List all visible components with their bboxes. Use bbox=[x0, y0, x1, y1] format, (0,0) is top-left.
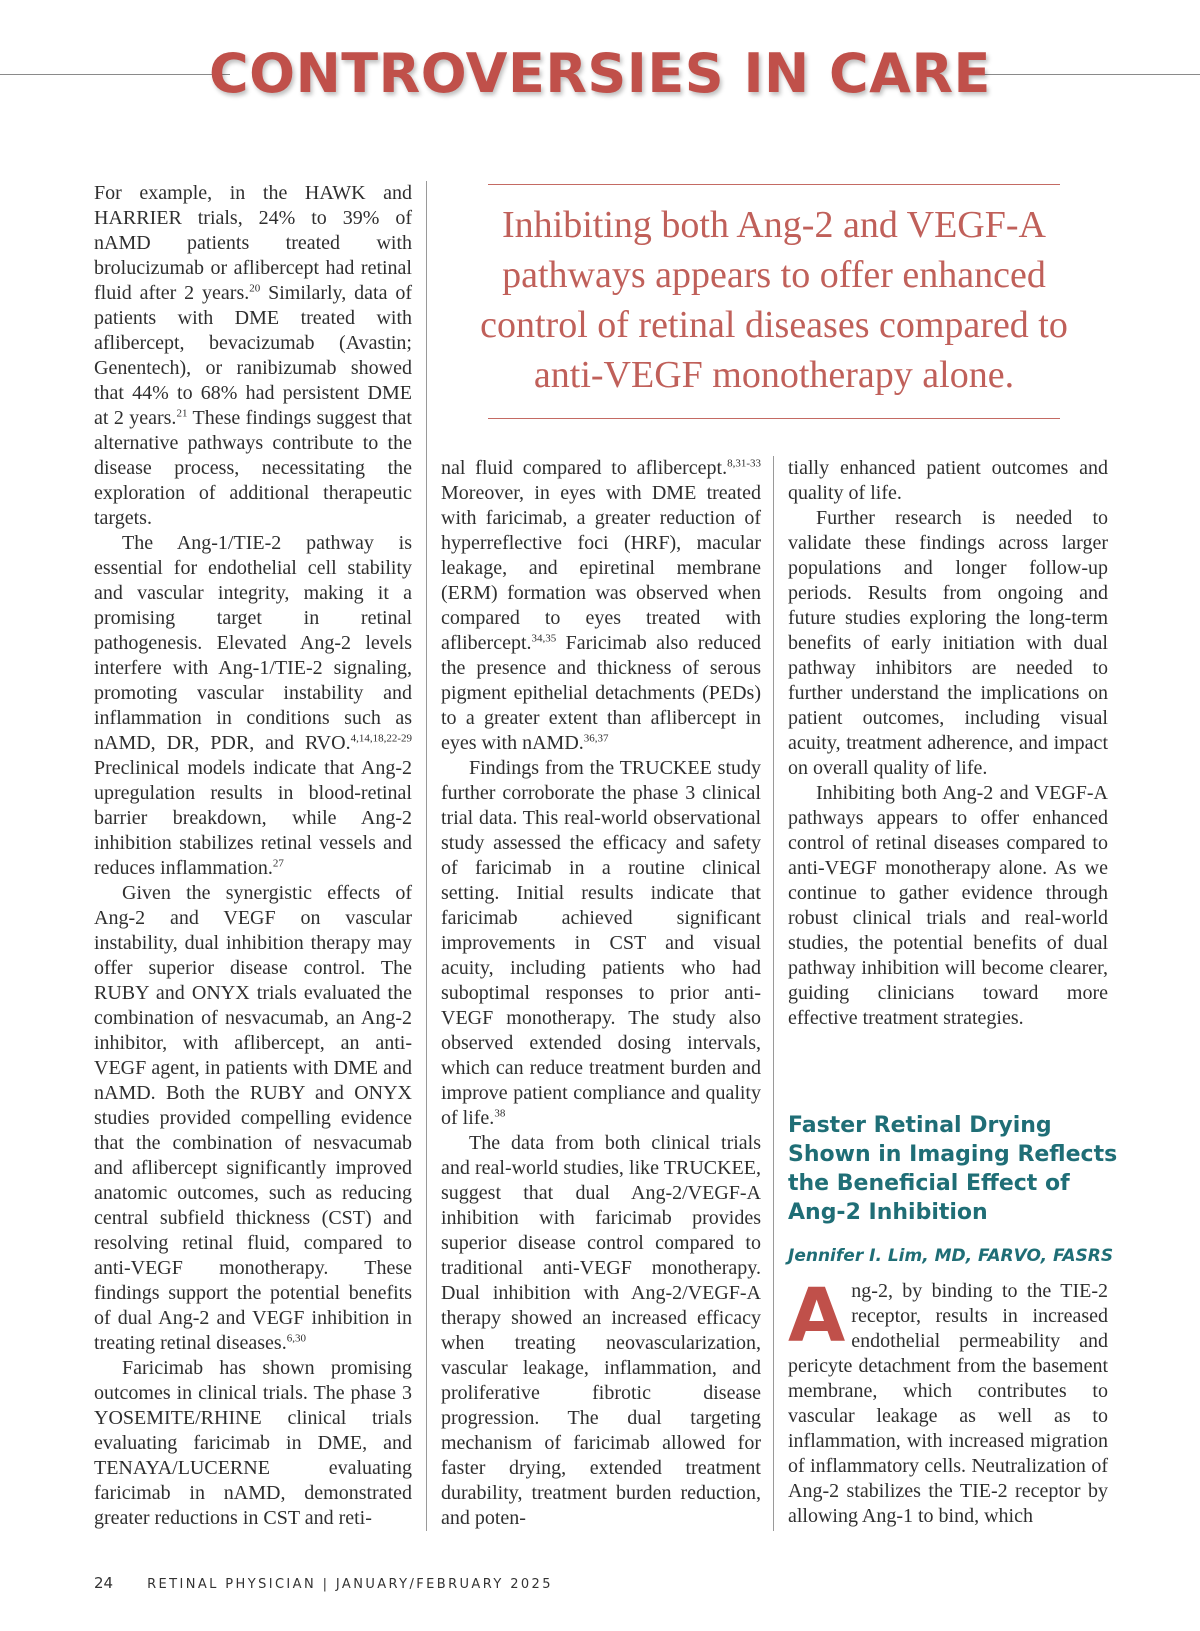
pullquote: Inhibiting both Ang-2 and VEGF-A pathways appears to offer enhanced control of retinal diseases compared to anti-VEGF monotherapy alone. bbox=[480, 204, 1068, 396]
paragraph: Faricimab has shown promising outcomes in clinical trials. The phase 3 YOSEMITE/RHINE clinical trials evaluating faricimab in DME, and TENAYA/LUCERNE evaluating faricimab in nAMD, demonstrated greater reductions in CST and reti- bbox=[94, 1357, 412, 1529]
paragraph: nal fluid compared to aflibercept.$^{8,31-33}$ Moreover, in eyes with DME treated with faricimab, a greater reduction of hyperreflective foci (HRF), macular leakage, and epiretinal membrane (ERM) formation was observed when compared to eyes treated with aflibercept.$^{34,35}$ Faricimab also reduced the presence and thickness of serous pigment epithelial detachments (PEDs) to a greater extent than aflibercept in eyes with nAMD.$^{36,37}$ bbox=[441, 457, 761, 754]
sidebar-heading: Faster Retinal Drying Shown in Imaging Reflects the Beneficial Effect of Ang-2 Inhibition bbox=[788, 1113, 1118, 1225]
article-column-2 bbox=[441, 456, 761, 1531]
author-byline: Jennifer I. Lim, MD, FARVO, FASRS bbox=[788, 1246, 1114, 1266]
publication-info: RETINAL PHYSICIAN | JANUARY/FEBRUARY 2025 bbox=[147, 1577, 553, 1592]
article-column-3 bbox=[788, 456, 1108, 1031]
paragraph: Further research is needed to validate these findings across larger populations and longer follow-up periods. Results from ongoing and future studies exploring the long-term benefits of early initiation with dual pathway inhibitors are needed to further understand the implications on patient outcomes, including visual acuity, treatment adherence, and impact on overall quality of life. bbox=[788, 507, 1108, 779]
column-divider bbox=[773, 456, 774, 1531]
paragraph: The Ang-1/TIE-2 pathway is essential for endothelial cell stability and vascular integrity, making it a promising target in retinal pathogenesis. Elevated Ang-2 levels interfere with Ang-1/TIE-2 signaling, promoting vascular instability and inflammation in conditions such as nAMD, DR, PDR, and RVO.$^{4,14,18,22-29}$ Preclinical models indicate that Ang-2 upregulation results in blood-retinal barrier breakdown, while Ang-2 inhibition stabilizes retinal vessels and reduces inflammation.$^{27}$ bbox=[94, 532, 412, 879]
paragraph: Findings from the TRUCKEE study further corroborate the phase 3 clinical trial data. This real-world observational study assessed the efficacy and safety of faricimab in a routine clinical setting. Initial results indicate that faricimab achieved significant improvements in CST and visual acuity, including patients who had suboptimal responses to prior anti-VEGF monotherapy. The study also observed extended dosing intervals, which can reduce treatment burden and improve patient compliance and quality of life.$^{38}$ bbox=[441, 757, 761, 1129]
paragraph: Given the synergistic effects of Ang-2 and VEGF on vascular instability, dual inhibition therapy may offer superior disease control. The RUBY and ONYX trials evaluated the combination of nesvacumab, an Ang-2 inhibitor, with aflibercept, an anti-VEGF agent, in patients with DME and nAMD. Both the RUBY and ONYX studies provided compelling evidence that the combination of nesvacumab and aflibercept significantly improved anatomic outcomes, such as reducing central subfield thickness (CST) and resolving retinal fluid, compared to anti-VEGF monotherapy. These findings support the potential benefits of dual Ang-2 and VEGF inhibition in treating retinal diseases.$^{6,30}$ bbox=[94, 882, 412, 1354]
page-footer bbox=[94, 1574, 553, 1592]
page-number: 24 bbox=[94, 1574, 114, 1592]
pullquote-rule-bottom bbox=[488, 418, 1060, 419]
section-title: CONTROVERSIES IN CARE bbox=[209, 42, 991, 105]
drop-cap: A bbox=[788, 1273, 846, 1359]
paragraph: tially enhanced patient outcomes and quality of life. bbox=[788, 457, 1108, 504]
column-divider bbox=[426, 181, 427, 1531]
paragraph: The data from both clinical trials and real-world studies, like TRUCKEE, suggest that dual Ang-2/VEGF-A inhibition with faricimab provides superior disease control compared to traditional anti-VEGF monotherapy. Dual inhibition with Ang-2/VEGF-A therapy showed an increased efficacy when treating neovascularization, vascular leakage, inflammation, and proliferative fibrotic disease progression. The dual targeting mechanism of faricimab allowed for faster drying, extended treatment durability, treatment burden reduction, and poten- bbox=[441, 1132, 761, 1529]
pullquote-rule-top bbox=[488, 184, 1060, 185]
paragraph: Ang-2, by binding to the TIE-2 receptor, results in increased endothelial permeability and pericyte detachment from the basement membrane, which contributes to vascular leakage as well as to inflammation, with increased migration of inflammatory cells. Neutralization of Ang-2 stabilizes the TIE-2 receptor by allowing Ang-1 to bind, which bbox=[788, 1273, 1108, 1527]
sidebar-body bbox=[788, 1273, 1108, 1529]
paragraph: For example, in the HAWK and HARRIER trials, 24% to 39% of nAMD patients treated with brolucizumab or aflibercept had retinal fluid after 2 years.$^{20}$ Similarly, data of patients with DME treated with aflibercept, bevacizumab (Avastin; Genentech), or ranibizumab showed that 44% to 68% had persistent DME at 2 years.$^{21}$ These findings suggest that alternative pathways contribute to the disease process, necessitating the exploration of additional therapeutic targets. bbox=[94, 182, 412, 529]
paragraph: Inhibiting both Ang-2 and VEGF-A pathways appears to offer enhanced control of retinal diseases compared to anti-VEGF monotherapy alone. As we continue to gather evidence through robust clinical trials and real-world studies, the potential benefits of dual pathway inhibition will become clearer, guiding clinicians toward more effective treatment strategies. bbox=[788, 782, 1108, 1029]
article-column-1 bbox=[94, 181, 412, 1531]
